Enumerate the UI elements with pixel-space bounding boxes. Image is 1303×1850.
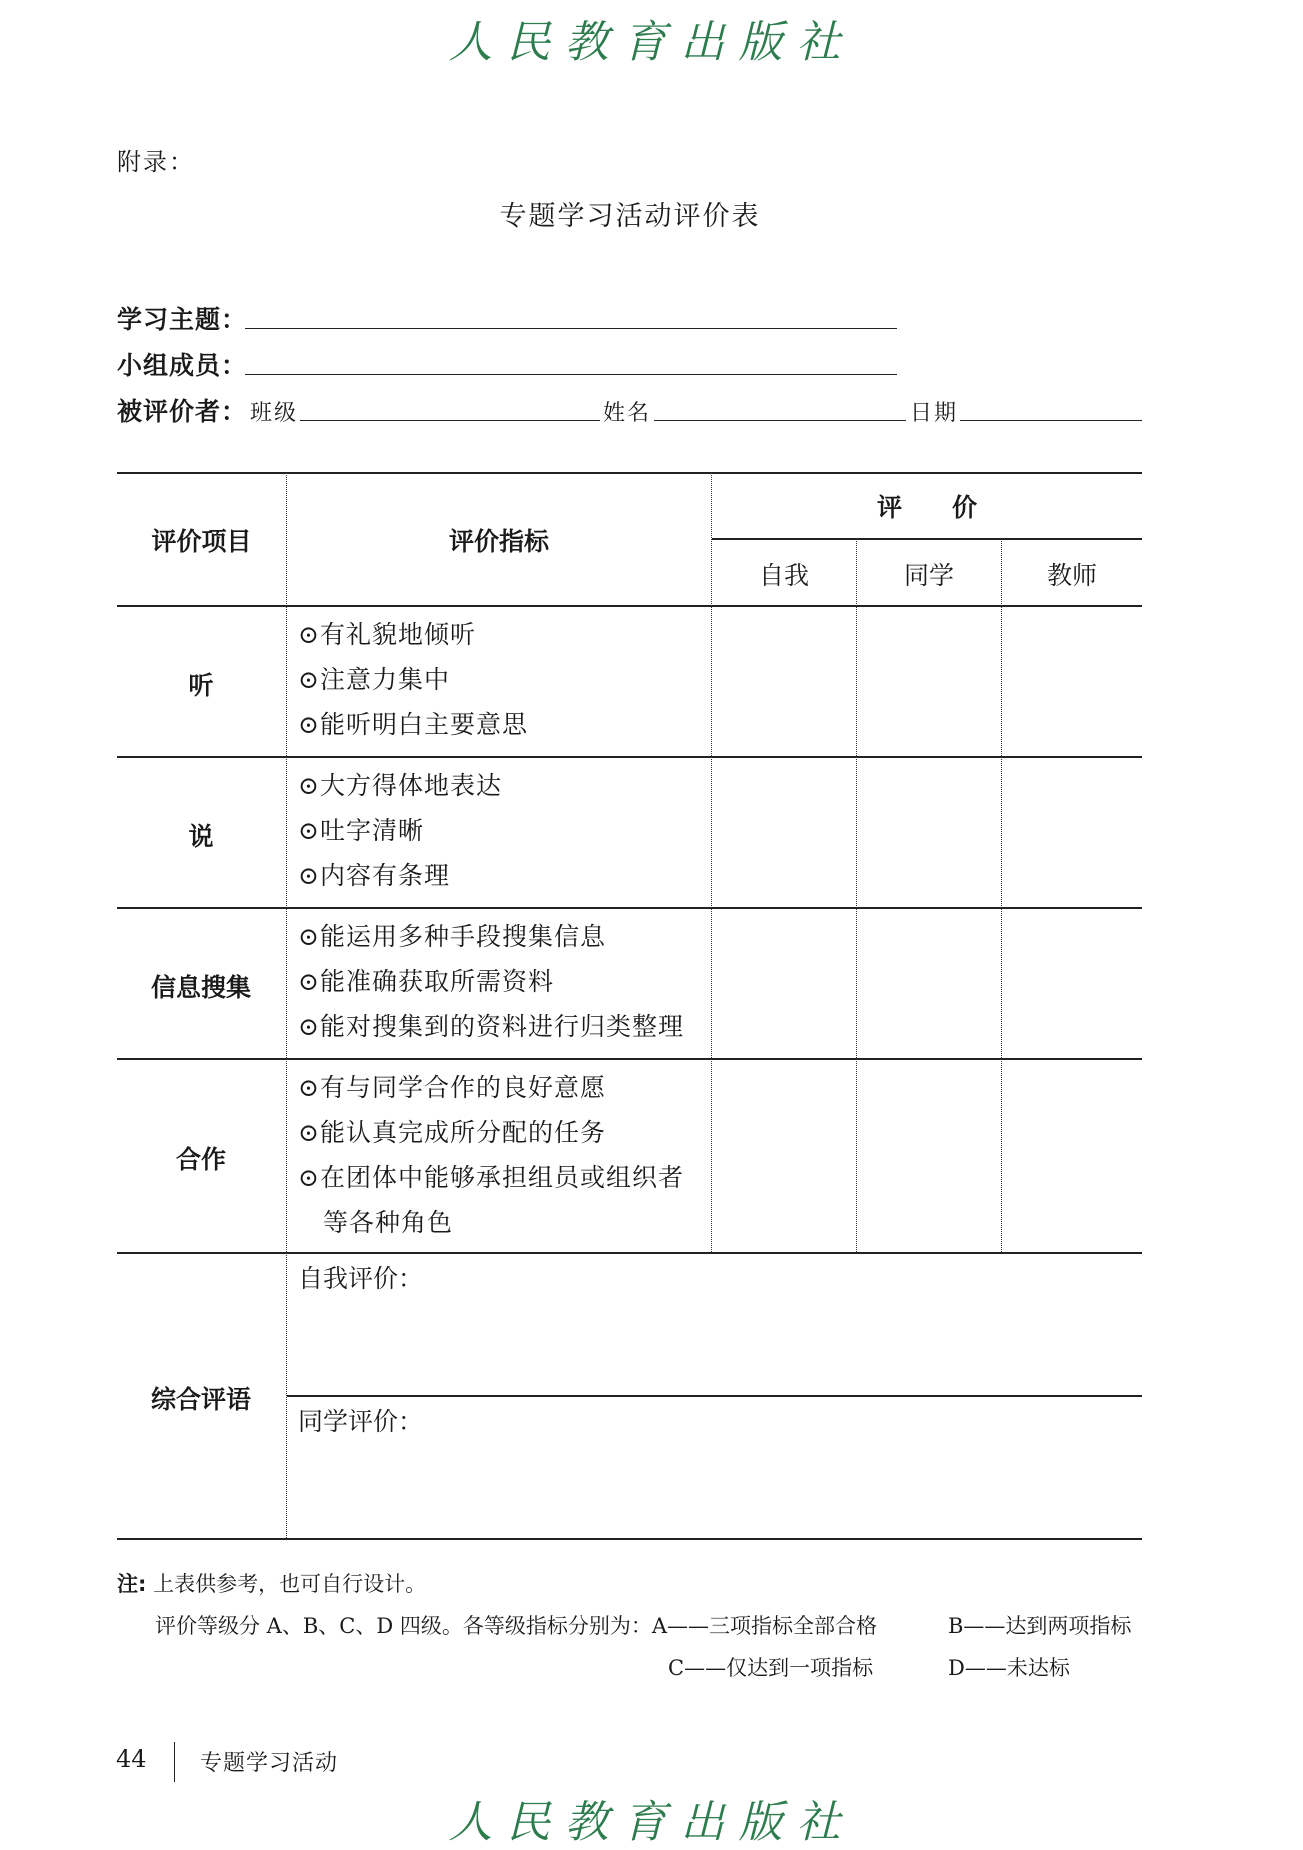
header-teacher: 教师 [1046,561,1097,590]
note-text: 上表供参考，也可自行设计。 [153,1572,427,1596]
criterion-item: ⊙能运用多种手段搜集信息 [298,922,606,951]
name-blank[interactable] [654,420,906,421]
grade-c: C——仅达到一项指标 [668,1656,874,1680]
row-rule [117,1252,1142,1254]
criterion-item: ⊙能对搜集到的资料进行归类整理 [298,1012,684,1041]
category-speaking: 说 [188,822,214,851]
header-evaluation: 评 价 [876,493,977,522]
header-self: 自我 [758,561,809,590]
page-number: 44 [116,1745,147,1773]
col-divider [286,473,287,1538]
row-rule [117,1058,1142,1060]
criterion-item-continued: 等各种角色 [323,1208,454,1237]
self-review-label: 自我评价： [298,1264,424,1293]
class-label: 班级 [250,401,299,426]
note-prefix: 注: [117,1572,147,1596]
criteria-cooperation [298,1065,684,1245]
date-label: 日期 [910,401,959,426]
date-blank[interactable] [960,420,1142,421]
topic-blank[interactable] [245,328,897,329]
row-rule [117,605,1142,607]
peer-review-label: 同学评价： [298,1407,424,1436]
page-title: 专题学习活动评价表 [499,201,761,232]
criterion-item: ⊙能认真完成所分配的任务 [298,1118,606,1147]
criteria-speaking [298,763,502,898]
footer-divider [174,1742,175,1782]
publisher-watermark-top: 人民教育出版社 [448,17,855,68]
criterion-item: ⊙大方得体地表达 [298,771,502,800]
eval-header-rule [712,538,1142,540]
row-rule [117,756,1142,758]
criterion-item: ⊙吐字清晰 [298,816,424,845]
footer-section-title: 专题学习活动 [200,1751,339,1776]
table-bottom-rule [117,1538,1142,1540]
criterion-item: ⊙能准确获取所需资料 [298,967,554,996]
header-eval-criteria: 评价指标 [448,527,549,556]
row-rule [117,907,1142,909]
category-listening: 听 [188,671,214,700]
criterion-item: ⊙有礼貌地倾听 [298,620,476,649]
criterion-item: ⊙注意力集中 [298,665,450,694]
criteria-information-gathering [298,914,684,1049]
category-summary-comments: 综合评语 [150,1385,251,1414]
criteria-listening [298,612,528,747]
grade-b: B——达到两项指标 [948,1614,1132,1638]
name-label: 姓名 [603,401,652,426]
criterion-item: ⊙有与同学合作的良好意愿 [298,1073,606,1102]
header-eval-item: 评价项目 [151,527,252,556]
criterion-item: ⊙能听明白主要意思 [298,710,528,739]
grade-d: D——未达标 [948,1656,1070,1680]
summary-divider [287,1395,1142,1397]
note-line-2: 评价等级分 A、B、C、D 四级。各等级指标分别为：A——三项指标全部合格 [155,1614,878,1638]
appendix-label: 附录： [117,148,195,176]
category-information-gathering: 信息搜集 [150,973,251,1002]
criterion-item: ⊙内容有条理 [298,861,450,890]
members-blank[interactable] [245,374,897,375]
class-blank[interactable] [300,420,600,421]
publisher-watermark-bottom: 人民教育出版社 [448,1797,855,1848]
evaluatee-label: 被评价者： [117,397,248,426]
criterion-item: ⊙在团体中能够承担组员或组织者 [298,1163,684,1192]
header-peer: 同学 [903,561,954,590]
category-cooperation: 合作 [175,1145,226,1174]
col-divider [856,539,857,1252]
members-label: 小组成员： [117,351,248,380]
topic-label: 学习主题： [117,305,248,334]
note-line-1 [117,1568,426,1598]
table-top-rule [117,472,1142,474]
col-divider [1001,539,1002,1252]
